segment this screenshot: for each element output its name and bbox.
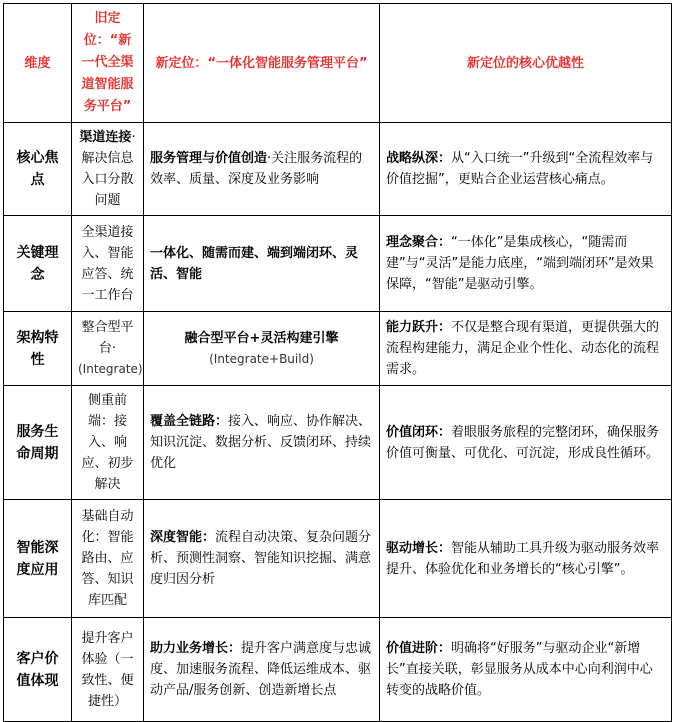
- row-new: [144, 312, 380, 386]
- row-dimension: 智能深度应用: [4, 500, 72, 618]
- table-row: [4, 312, 672, 386]
- row-new: [144, 618, 380, 722]
- row-old-text: ·解决信息入口分散问题: [81, 130, 136, 208]
- row-advantage: [380, 618, 672, 722]
- table-row: [4, 500, 672, 618]
- row-new-sub: (Integrate+Build): [209, 351, 314, 366]
- row-old-sub: (Integrate): [78, 362, 143, 376]
- row-new: [144, 386, 380, 500]
- row-old-text: 整合型平台·: [81, 320, 134, 356]
- row-new-text: ·关注服务流程的效率、质量、深度及业务影响: [150, 151, 363, 187]
- row-old: 全渠道接入、智能应答、统一工作台: [72, 216, 144, 312]
- row-adv-text: 着眼服务旅程的完整闭环，确保服务价值可衡量、可优化、可沉淀，形成良性循环。: [386, 424, 660, 461]
- row-old: 基础自动化：智能路由、应答、知识库匹配: [72, 500, 144, 618]
- row-old-bold: 渠道连接: [79, 130, 132, 145]
- row-adv-text: 智能从辅助工具升级为驱动服务效率提升、体验优化和业务增长的“核心引擎”。: [386, 540, 660, 577]
- row-old: 提升客户体验（一致性、便捷性）: [72, 618, 144, 722]
- row-adv-bold: 价值闭环：: [386, 424, 452, 440]
- row-adv-text: 从“入口统一”升级到“全流程效率与价值挖掘”，更贴合企业运营核心痛点。: [386, 151, 654, 187]
- row-advantage: [380, 123, 672, 216]
- row-adv-bold: 价值进阶：: [386, 641, 452, 656]
- row-new-bold: 助力业务增长：: [150, 641, 242, 656]
- row-adv-bold: 理念聚合：: [386, 235, 452, 250]
- header-advantage: 新定位的核心优越性: [380, 4, 672, 123]
- row-dimension: 服务生命周期: [4, 386, 72, 500]
- row-adv-text: 不仅是整合现有渠道，更提供强大的流程构建能力，满足企业个性化、动态化的流程需求。: [386, 320, 660, 377]
- table-row: [4, 386, 672, 500]
- row-adv-bold: 战略纵深：: [386, 151, 452, 166]
- row-adv-text: 明确将“好服务”与驱动企业“新增长”直接关联，彰显服务从成本中心向利润中心转变的战略价值。: [386, 641, 653, 698]
- row-new-bold: 服务管理与价值创造: [150, 151, 268, 166]
- row-new-bold: 一体化、随需而建、端到端闭环、灵活、智能: [150, 245, 359, 282]
- row-old: [72, 123, 144, 216]
- row-new-bold: 融合型平台+灵活构建引擎: [184, 330, 339, 346]
- row-adv-text: “一体化”是集成核心，“随需而建”与“灵活”是能力底座，“端到端闭环”是效果保障，“智能”是驱动引擎。: [386, 235, 654, 292]
- row-advantage: [380, 312, 672, 386]
- row-new-bold: 深度智能：: [150, 530, 216, 545]
- row-new: [144, 500, 380, 618]
- header-row: [4, 4, 672, 123]
- table-row: [4, 216, 672, 312]
- row-advantage: [380, 386, 672, 500]
- comparison-table: [3, 3, 672, 722]
- row-old: 侧重前端：接入、响应、初步解决: [72, 386, 144, 500]
- row-new-bold: 覆盖全链路：: [150, 414, 229, 429]
- row-dimension: 关键理念: [4, 216, 72, 312]
- row-new-text: 流程自动决策、复杂问题分析、预测性洞察、智能知识挖掘、满意度归因分析: [150, 530, 372, 587]
- header-dimension: 维度: [4, 4, 72, 123]
- row-new: [144, 216, 380, 312]
- row-dimension: 客户价值体现: [4, 618, 72, 722]
- row-advantage: [380, 216, 672, 312]
- row-advantage: [380, 500, 672, 618]
- header-new: 新定位：“一体化智能服务管理平台”: [144, 4, 380, 123]
- row-new-text: 接入、响应、协作解决、知识沉淀、数据分析、反馈闭环、持续优化: [150, 414, 372, 471]
- table-row: [4, 618, 672, 722]
- row-adv-bold: 能力跃升：: [386, 320, 452, 335]
- row-old: [72, 312, 144, 386]
- header-old: 旧定位：“新一代全渠道智能服务平台”: [72, 4, 144, 123]
- row-dimension: 核心焦点: [4, 123, 72, 216]
- row-new-text: 提升客户满意度与忠诚度、加速服务流程、降低运维成本、驱动产品/服务创新、创造新增长点: [150, 641, 372, 698]
- table-row: [4, 123, 672, 216]
- row-dimension: 架构特性: [4, 312, 72, 386]
- row-new: [144, 123, 380, 216]
- row-adv-bold: 驱动增长：: [386, 540, 452, 556]
